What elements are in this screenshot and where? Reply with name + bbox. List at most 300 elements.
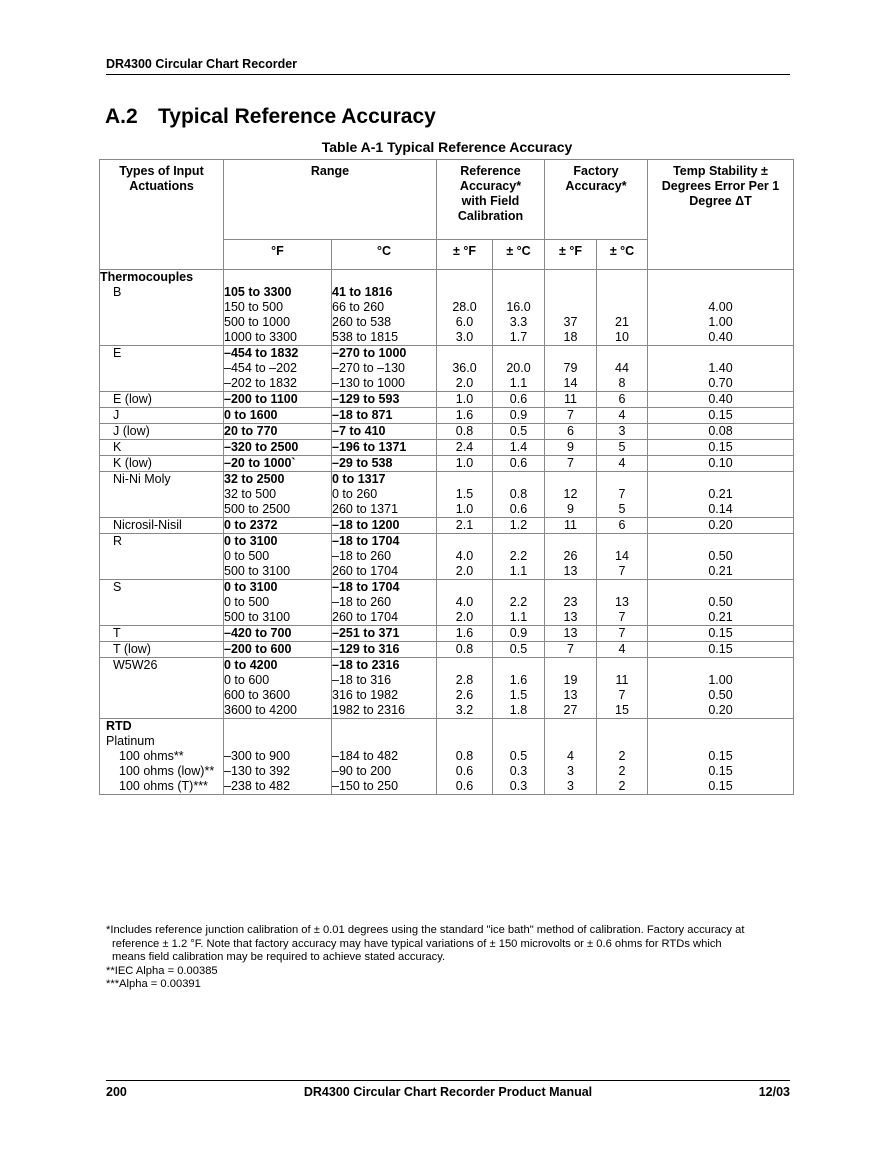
stability-cell xyxy=(648,580,794,626)
cell-line: 5 xyxy=(618,502,626,516)
cell-line: 3 xyxy=(567,779,574,793)
spacer xyxy=(597,734,647,749)
ref-c-cell xyxy=(493,534,545,580)
cell-line: 21 xyxy=(615,315,629,329)
fac-c-cell xyxy=(597,626,648,642)
cell-line: 41 to 1816 xyxy=(332,285,393,299)
cell-line: 2.0 xyxy=(455,376,474,390)
ref-c-cell xyxy=(493,518,545,534)
subheader-ref-pm-f: ± °F xyxy=(437,240,493,270)
range-f-cell xyxy=(224,518,332,534)
table-row xyxy=(100,440,794,456)
input-type-label: J xyxy=(113,408,120,422)
fac-c-cell xyxy=(597,424,648,440)
cell-line xyxy=(597,472,647,487)
cell-line: 0.15 xyxy=(708,749,733,763)
spacer xyxy=(545,270,596,285)
input-type-label: E (low) xyxy=(113,392,152,406)
range-c-cell xyxy=(332,642,437,658)
cell-line: –18 to 1704 xyxy=(332,534,400,548)
cell-line: 3 xyxy=(618,424,626,438)
table-row xyxy=(100,534,794,580)
cell-line: 11 xyxy=(564,392,577,406)
cell-line: 1.1 xyxy=(509,610,528,624)
cell-line: –300 to 900 xyxy=(224,749,291,763)
cell-line: 0.40 xyxy=(708,330,733,344)
spacer xyxy=(437,734,492,749)
cell-line: 1.0 xyxy=(455,456,474,470)
cell-line xyxy=(597,580,647,595)
input-type-label: E xyxy=(113,346,122,360)
cell-line: 260 to 1704 xyxy=(332,610,399,624)
cell-line: 1.4 xyxy=(509,440,528,454)
cell-line: 2.2 xyxy=(509,549,528,563)
cell-line xyxy=(597,534,647,549)
cell-line: 0.08 xyxy=(708,424,733,438)
cell-line: –7 to 410 xyxy=(332,424,386,438)
cell-line: 0.50 xyxy=(708,595,733,609)
spacer xyxy=(437,270,492,285)
spacer xyxy=(332,719,436,734)
cell-line: 0.15 xyxy=(708,642,733,656)
cell-line: 9 xyxy=(567,502,574,516)
cell-line xyxy=(437,534,492,549)
cell-line: 1.8 xyxy=(509,703,528,717)
cell-line: 66 to 260 xyxy=(332,300,385,314)
cell-line: –196 to 1371 xyxy=(332,440,407,454)
cell-line: 260 to 538 xyxy=(332,315,392,329)
range-c-cell xyxy=(332,408,437,424)
cell-line: 0 to 1317 xyxy=(332,472,386,486)
cell-line xyxy=(437,346,492,361)
cell-line: –90 to 200 xyxy=(332,764,392,778)
cell-line: 0 to 3100 xyxy=(224,534,278,548)
subheader-fac-pm-f: ± °F xyxy=(545,240,597,270)
input-type-label: 100 ohms (T)*** xyxy=(119,779,208,793)
cell-line: 2.4 xyxy=(455,440,474,454)
cell-line: –270 to –130 xyxy=(332,361,405,375)
cell-line: 0 to 500 xyxy=(224,549,270,563)
col-types-label: Types of Input Actuations xyxy=(119,164,204,193)
fac-f-cell xyxy=(545,534,597,580)
ref-f-cell xyxy=(437,424,493,440)
cell-line: 16.0 xyxy=(506,300,531,314)
cell-line: –18 to 260 xyxy=(332,595,392,609)
cell-line: 0.50 xyxy=(708,549,733,563)
ref-c-cell xyxy=(493,408,545,424)
range-c-cell xyxy=(332,534,437,580)
ref-c-cell xyxy=(493,472,545,518)
stability-cell xyxy=(648,719,794,795)
input-type-cell xyxy=(100,472,224,518)
stability-cell xyxy=(648,424,794,440)
cell-line: 0 to 500 xyxy=(224,595,270,609)
fac-f-cell xyxy=(545,580,597,626)
cell-line: –238 to 482 xyxy=(224,779,291,793)
ref-c-cell xyxy=(493,456,545,472)
ref-f-cell xyxy=(437,472,493,518)
fac-c-cell xyxy=(597,580,648,626)
cell-line: –129 to 316 xyxy=(332,642,400,656)
cell-line: 5 xyxy=(618,440,626,454)
fac-f-cell xyxy=(545,424,597,440)
range-f-cell xyxy=(224,472,332,518)
cell-line: 4 xyxy=(618,408,626,422)
group-label: RTD xyxy=(106,719,132,733)
cell-line: 1.6 xyxy=(509,673,528,687)
cell-line: 28.0 xyxy=(452,300,477,314)
cell-line: 36.0 xyxy=(452,361,477,375)
cell-line: 13 xyxy=(563,610,578,624)
input-type-cell xyxy=(100,642,224,658)
cell-line: 105 to 3300 xyxy=(224,285,292,299)
cell-line: 0.8 xyxy=(455,642,474,656)
spacer xyxy=(332,270,436,285)
subheader-ref-pm-c: ± °C xyxy=(493,240,545,270)
cell-line xyxy=(493,580,544,595)
range-c-cell xyxy=(332,472,437,518)
range-f-cell xyxy=(224,642,332,658)
cell-line: 6 xyxy=(618,518,626,532)
footer-title: DR4300 Circular Chart Recorder Product Manual xyxy=(303,1085,593,1099)
cell-line xyxy=(437,580,492,595)
cell-line: 14 xyxy=(563,376,578,390)
fac-f-cell xyxy=(545,456,597,472)
group-label: Thermocouples xyxy=(100,270,194,284)
cell-line: –18 to 316 xyxy=(332,673,392,687)
table-row xyxy=(100,270,794,346)
range-f-cell xyxy=(224,346,332,392)
cell-line xyxy=(493,472,544,487)
cell-line: 0.14 xyxy=(708,502,733,516)
cell-line: 0.6 xyxy=(455,779,474,793)
input-type-label: W5W26 xyxy=(113,658,158,672)
cell-line: 0 to 4200 xyxy=(224,658,278,672)
footnote-1-line-1: *Includes reference junction calibration of ± 0.01 degrees using the standard "ice bath" method of calibration. Factory accuracy at xyxy=(106,924,745,936)
cell-line: 0.20 xyxy=(708,518,733,532)
spacer xyxy=(493,270,544,285)
cell-line xyxy=(648,346,793,361)
cell-line: 9 xyxy=(567,440,574,454)
cell-line: 10 xyxy=(615,330,629,344)
range-f-cell xyxy=(224,456,332,472)
cell-line xyxy=(545,346,596,361)
cell-line: –270 to 1000 xyxy=(332,346,407,360)
input-type-cell xyxy=(100,534,224,580)
cell-line: 11 xyxy=(615,673,629,687)
stability-cell xyxy=(648,534,794,580)
cell-line: 0 to 3100 xyxy=(224,580,278,594)
ref-f-cell xyxy=(437,719,493,795)
range-f-cell xyxy=(224,580,332,626)
fac-f-cell xyxy=(545,626,597,642)
cell-line: –18 to 871 xyxy=(332,408,393,422)
cell-line: 44 xyxy=(615,361,629,375)
fac-f-cell xyxy=(545,346,597,392)
cell-line: 1982 to 2316 xyxy=(332,703,405,717)
stability-cell xyxy=(648,392,794,408)
range-c-cell xyxy=(332,456,437,472)
cell-line: 7 xyxy=(618,688,626,702)
cell-line: 26 xyxy=(563,549,578,563)
header-row xyxy=(100,160,794,240)
cell-line: 2.1 xyxy=(455,518,474,532)
cell-line: 1.6 xyxy=(455,408,474,422)
cell-line: 0.8 xyxy=(455,749,474,763)
cell-line: 0.6 xyxy=(509,392,528,406)
cell-line: 0.6 xyxy=(509,502,528,516)
cell-line: –20 to 1000` xyxy=(224,456,296,470)
subheader-deg-f: °F xyxy=(224,240,332,270)
col-factory-label: Factory Accuracy* xyxy=(565,164,627,193)
input-type-cell xyxy=(100,518,224,534)
ref-c-cell xyxy=(493,719,545,795)
cell-line xyxy=(648,658,793,673)
cell-line xyxy=(493,658,544,673)
spacer xyxy=(224,270,331,285)
cell-line: 260 to 1371 xyxy=(332,502,399,516)
ref-c-cell xyxy=(493,270,545,346)
cell-line: –18 to 1704 xyxy=(332,580,400,594)
fac-f-cell xyxy=(545,719,597,795)
cell-line xyxy=(437,472,492,487)
table-row xyxy=(100,642,794,658)
cell-line xyxy=(437,285,492,300)
spacer xyxy=(493,734,544,749)
cell-line: 1.00 xyxy=(708,673,733,687)
fac-c-cell xyxy=(597,534,648,580)
fac-f-cell xyxy=(545,440,597,456)
cell-line: 0.70 xyxy=(708,376,733,390)
input-type-label: K (low) xyxy=(113,456,152,470)
ref-f-cell xyxy=(437,626,493,642)
cell-line: 4.0 xyxy=(455,595,474,609)
cell-line: 0.6 xyxy=(455,764,474,778)
range-c-cell xyxy=(332,658,437,719)
ref-c-cell xyxy=(493,642,545,658)
cell-line: 2.0 xyxy=(455,564,474,578)
cell-line: 4.0 xyxy=(455,549,474,563)
cell-line: 0.6 xyxy=(509,456,528,470)
input-type-cell xyxy=(100,440,224,456)
input-type-cell xyxy=(100,346,224,392)
stability-cell xyxy=(648,658,794,719)
cell-line: 1.6 xyxy=(455,626,474,640)
footnotes xyxy=(106,924,796,992)
page-header xyxy=(106,57,790,75)
range-c-cell xyxy=(332,518,437,534)
stability-cell xyxy=(648,472,794,518)
cell-line: 20 to 770 xyxy=(224,424,278,438)
cell-line: 260 to 1704 xyxy=(332,564,399,578)
cell-line xyxy=(545,534,596,549)
cell-line: 3.3 xyxy=(509,315,528,329)
fac-f-cell xyxy=(545,658,597,719)
fac-c-cell xyxy=(597,456,648,472)
cell-line: 0.15 xyxy=(708,764,733,778)
cell-line xyxy=(545,285,596,300)
cell-line xyxy=(597,285,647,300)
cell-line: 3.2 xyxy=(455,703,474,717)
cell-line: 7 xyxy=(567,642,574,656)
input-type-label: Nicrosil-Nisil xyxy=(113,518,182,532)
cell-line: 13 xyxy=(615,595,629,609)
spacer xyxy=(437,719,492,734)
cell-line: 4 xyxy=(618,642,626,656)
col-stability-label: Temp Stability ± Degrees Error Per 1 Degree ΔT xyxy=(661,164,780,208)
cell-line xyxy=(597,300,647,315)
cell-line: 8 xyxy=(618,376,626,390)
footer-date: 12/03 xyxy=(758,1085,790,1099)
cell-line: 3.0 xyxy=(455,330,474,344)
cell-line xyxy=(648,580,793,595)
cell-line xyxy=(545,580,596,595)
cell-line xyxy=(597,346,647,361)
cell-line: 1.40 xyxy=(708,361,733,375)
cell-line: 15 xyxy=(615,703,629,717)
col-types-header xyxy=(100,160,224,270)
cell-line xyxy=(493,534,544,549)
cell-line: 1.0 xyxy=(455,392,474,406)
cell-line: 0.40 xyxy=(708,392,733,406)
footnote-1-line-3: means field calibration may be required to achieve stated accuracy. xyxy=(112,951,446,963)
stability-cell xyxy=(648,346,794,392)
fac-f-cell xyxy=(545,518,597,534)
cell-line: 0 to 260 xyxy=(332,487,378,501)
cell-line: 538 to 1815 xyxy=(332,330,399,344)
cell-line: 3600 to 4200 xyxy=(224,703,297,717)
cell-line: –200 to 1100 xyxy=(224,392,298,406)
cell-line xyxy=(545,658,596,673)
footnote-2: **IEC Alpha = 0.00385 xyxy=(106,964,218,977)
cell-line: 0.15 xyxy=(708,626,733,640)
spacer xyxy=(597,719,647,734)
range-f-cell xyxy=(224,440,332,456)
range-f-cell xyxy=(224,408,332,424)
cell-line: –202 to 1832 xyxy=(224,376,297,390)
cell-line: 1.1 xyxy=(509,564,528,578)
input-type-label: S xyxy=(113,580,122,594)
cell-line: 0.10 xyxy=(708,456,733,470)
cell-line: 0 to 600 xyxy=(224,673,270,687)
ref-f-cell xyxy=(437,642,493,658)
table-row xyxy=(100,472,794,518)
table-row-rtd xyxy=(100,719,794,795)
fac-c-cell xyxy=(597,270,648,346)
cell-line: 2.2 xyxy=(509,595,528,609)
range-c-cell xyxy=(332,392,437,408)
range-f-cell xyxy=(224,534,332,580)
cell-line: –150 to 250 xyxy=(332,779,399,793)
cell-line: –320 to 2500 xyxy=(224,440,299,454)
cell-line: 79 xyxy=(563,361,578,375)
subgroup-label: Platinum xyxy=(106,734,155,748)
ref-c-cell xyxy=(493,346,545,392)
input-type-cell xyxy=(100,626,224,642)
cell-line: –29 to 538 xyxy=(332,456,393,470)
range-c-cell xyxy=(332,626,437,642)
stability-cell xyxy=(648,456,794,472)
input-type-label: T (low) xyxy=(113,642,151,656)
range-f-cell xyxy=(224,626,332,642)
cell-line: 6 xyxy=(567,424,574,438)
cell-line: 1.00 xyxy=(708,315,733,329)
range-c-cell xyxy=(332,440,437,456)
cell-line: 0 to 2372 xyxy=(224,518,278,532)
cell-line: 2.8 xyxy=(455,673,474,687)
spacer xyxy=(597,270,647,285)
ref-f-cell xyxy=(437,440,493,456)
ref-f-cell xyxy=(437,658,493,719)
section-number: A.2 xyxy=(105,105,138,128)
section-name: Typical Reference Accuracy xyxy=(158,105,436,128)
cell-line: 2.6 xyxy=(455,688,474,702)
cell-line: 2 xyxy=(618,779,626,793)
range-f-cell xyxy=(224,719,332,795)
cell-line: –454 to 1832 xyxy=(224,346,299,360)
ref-f-cell xyxy=(437,456,493,472)
cell-line: 32 to 500 xyxy=(224,487,277,501)
fac-c-cell xyxy=(597,346,648,392)
cell-line: 1.7 xyxy=(509,330,528,344)
range-f-cell xyxy=(224,424,332,440)
col-factory-header xyxy=(545,160,648,240)
input-type-label: B xyxy=(113,285,122,299)
table-body xyxy=(100,270,794,795)
fac-c-cell xyxy=(597,642,648,658)
cell-line: 1000 to 3300 xyxy=(224,330,297,344)
fac-c-cell xyxy=(597,392,648,408)
footnote-1-line-2: reference ± 1.2 °F. Note that factory accuracy may have typical variations of ± 150 microvolts or ± 0.6 ohms for RTDs which xyxy=(112,937,722,950)
cell-line: 4.00 xyxy=(708,300,733,314)
cell-line: 6.0 xyxy=(455,315,474,329)
cell-line: 500 to 3100 xyxy=(224,610,291,624)
spacer xyxy=(332,734,436,749)
input-type-label: J (low) xyxy=(113,424,150,438)
range-c-cell xyxy=(332,424,437,440)
cell-line: –420 to 700 xyxy=(224,626,292,640)
cell-line: 500 to 2500 xyxy=(224,502,291,516)
ref-f-cell xyxy=(437,346,493,392)
cell-line: 500 to 3100 xyxy=(224,564,291,578)
input-type-cell xyxy=(100,392,224,408)
cell-line: –129 to 593 xyxy=(332,392,400,406)
range-c-cell xyxy=(332,580,437,626)
cell-line: 27 xyxy=(563,703,578,717)
cell-line: 2 xyxy=(618,749,626,763)
cell-line xyxy=(493,285,544,300)
ref-c-cell xyxy=(493,626,545,642)
fac-c-cell xyxy=(597,719,648,795)
cell-line: 0.21 xyxy=(708,487,733,501)
spacer xyxy=(493,719,544,734)
input-type-cell xyxy=(100,408,224,424)
cell-line: 0.20 xyxy=(708,703,733,717)
table-row xyxy=(100,424,794,440)
table-row xyxy=(100,580,794,626)
table-row xyxy=(100,408,794,424)
stability-cell xyxy=(648,626,794,642)
cell-line: –184 to 482 xyxy=(332,749,399,763)
fac-f-cell xyxy=(545,392,597,408)
cell-line: 1.1 xyxy=(509,376,528,390)
cell-line: 7 xyxy=(618,564,626,578)
fac-f-cell xyxy=(545,408,597,424)
cell-line: 4 xyxy=(618,456,626,470)
header-title: DR4300 Circular Chart Recorder xyxy=(106,57,298,71)
cell-line: 0.8 xyxy=(455,424,474,438)
cell-line: 600 to 3600 xyxy=(224,688,291,702)
